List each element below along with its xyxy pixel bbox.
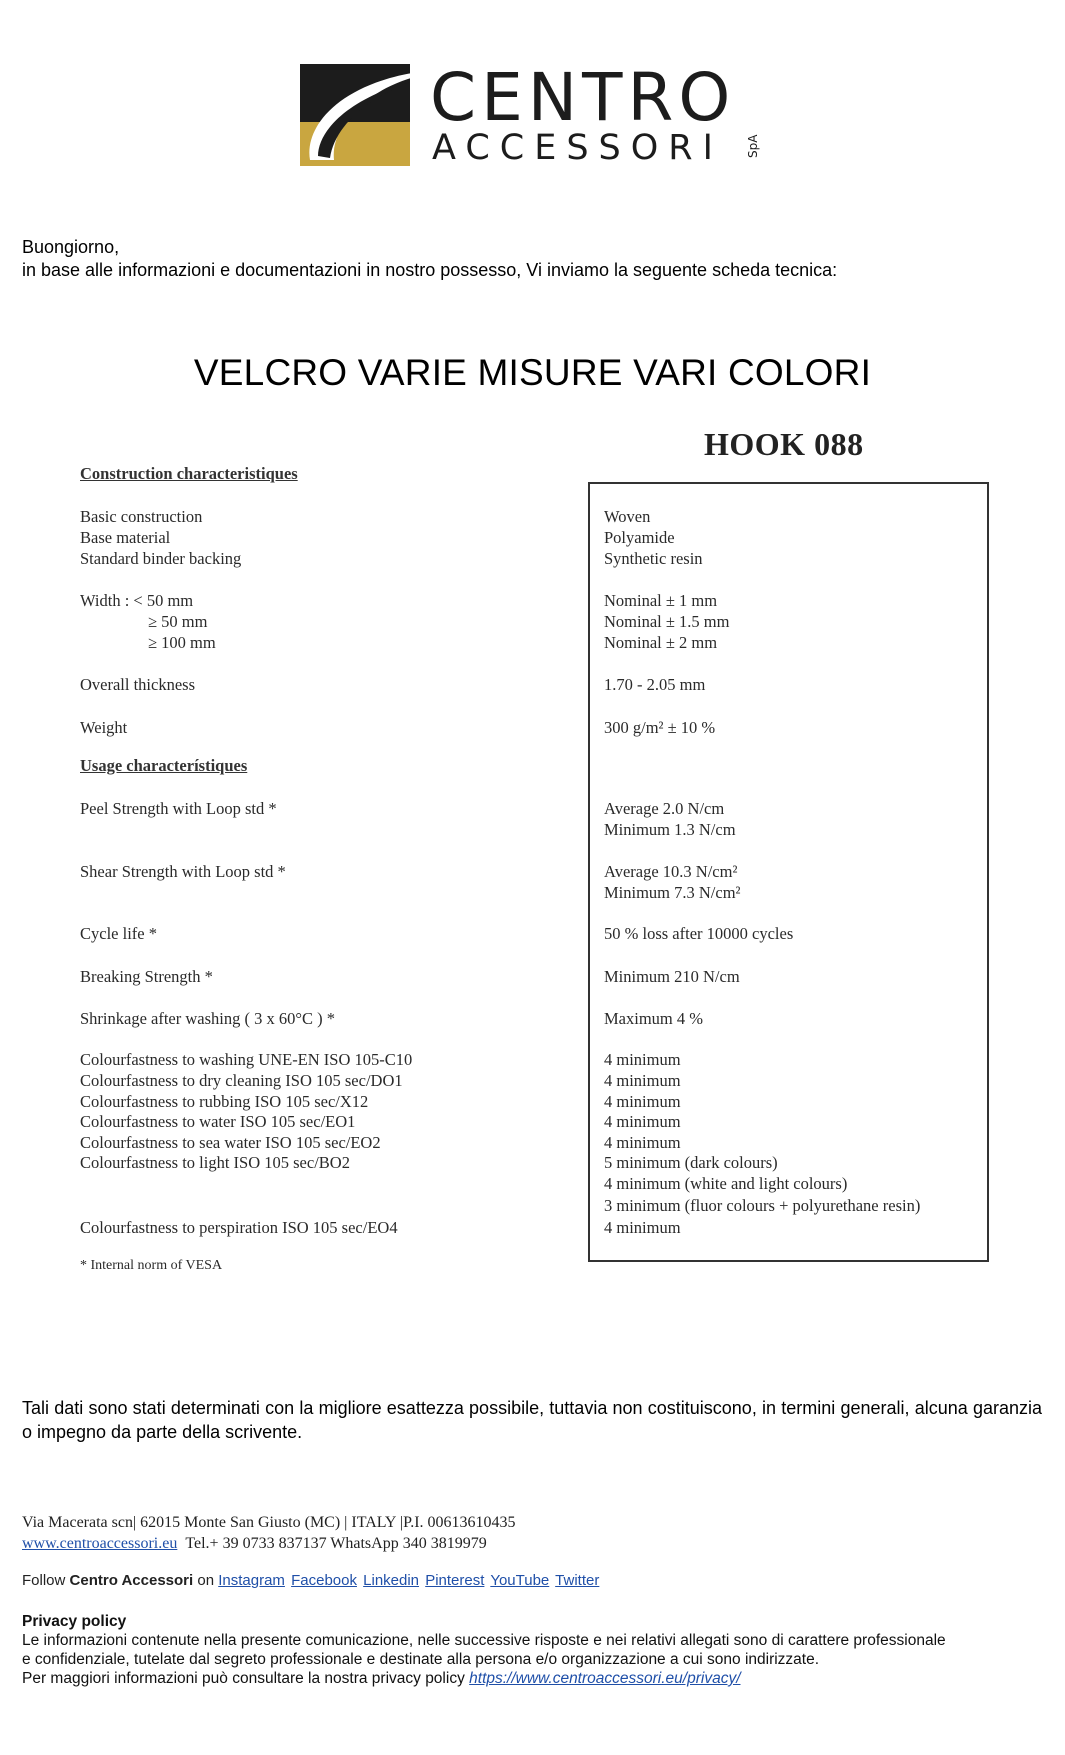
value-shear-average: Average 10.3 N/cm² [604, 862, 738, 881]
privacy-heading: Privacy policy [22, 1613, 127, 1630]
usage-heading: Usage characterístiques [80, 756, 248, 775]
value-cf-6: 5 minimum (dark colours) [604, 1153, 778, 1172]
value-width: Nominal ± 1 mm [604, 591, 718, 610]
privacy-line-3 [22, 1669, 1052, 1688]
label-width-3: ≥ 100 mm [148, 633, 216, 652]
greeting-line-2: in base alle informazioni e documentazioni in nostro possesso, Vi inviamo la seguente scheda tecnica: [22, 260, 838, 280]
label-base-material: Base material [80, 528, 171, 547]
instagram-link[interactable]: Instagram [218, 1572, 285, 1589]
label-cycle-life: Cycle life * [80, 924, 157, 943]
value-width-2: Nominal ± 1.5 mm [604, 612, 730, 631]
follow-on: on [197, 1572, 215, 1589]
value-cf-2: 4 minimum [604, 1071, 681, 1090]
disclaimer: Tali dati sono stati determinati con la migliore esattezza possibile, tuttavia non costituiscono, in termini generali, alcuna garanzia o impegno da parte della scrivente. [22, 1398, 1042, 1442]
label-binder: Standard binder backing [80, 549, 242, 568]
value-peel-minimum: Minimum 1.3 N/cm [604, 820, 736, 839]
value-cycle-life: 50 % loss after 10000 cycles [604, 924, 794, 943]
value-binder: Synthetic resin [604, 549, 703, 568]
label-width-2: ≥ 50 mm [148, 612, 208, 631]
privacy-line-2: e confidenziale, tutelate dal segreto professionale e destinate alla persona e/o organizzazione a cui sono indirizzate. [22, 1651, 820, 1668]
value-cf-8: 3 minimum (fluor colours + polyurethane resin) [604, 1196, 921, 1215]
privacy-policy [22, 1612, 1052, 1688]
value-peel-average: Average 2.0 N/cm [604, 799, 725, 818]
label-cf-perspiration: Colourfastness to perspiration ISO 105 sec/EO4 [80, 1218, 398, 1237]
logo-mark-icon [300, 64, 426, 166]
privacy-link[interactable]: https://www.centroaccessori.eu/privacy/ [469, 1670, 741, 1687]
value-shrinkage: Maximum 4 % [604, 1009, 703, 1028]
document-title: VELCRO VARIE MISURE VARI COLORI [193, 352, 872, 393]
company-logo [300, 59, 770, 172]
value-cf-7: 4 minimum (white and light colours) [604, 1174, 848, 1193]
privacy-text: Per maggiori informazioni può consultare la nostra privacy policy [22, 1670, 465, 1687]
label-peel: Peel Strength with Loop std * [80, 799, 277, 818]
label-cf-rubbing: Colourfastness to rubbing ISO 105 sec/X12 [80, 1092, 369, 1111]
linkedin-link[interactable]: Linkedin [363, 1572, 420, 1589]
value-cf-5: 4 minimum [604, 1133, 681, 1152]
label-basic-construction: Basic construction [80, 507, 203, 526]
logo-text-accessori: ACCESSORI [432, 128, 723, 168]
logo-text-spa: SpA [746, 134, 760, 158]
facebook-link[interactable]: Facebook [291, 1572, 357, 1589]
label-cf-washing: Colourfastness to washing UNE-EN ISO 105-C10 [80, 1050, 413, 1069]
label-cf-sea: Colourfastness to sea water ISO 105 sec/EO2 [80, 1133, 381, 1152]
twitter-link[interactable]: Twitter [555, 1572, 600, 1589]
value-weight: 300 g/m² ± 10 % [604, 718, 716, 737]
value-breaking: Minimum 210 N/cm [604, 967, 740, 986]
youtube-link[interactable]: YouTube [490, 1572, 550, 1589]
footnote: * Internal norm of VESA [80, 1258, 223, 1273]
label-cf-dry: Colourfastness to dry cleaning ISO 105 sec/DO1 [80, 1071, 403, 1090]
label-weight: Weight [80, 718, 128, 737]
label-shear: Shear Strength with Loop std * [80, 862, 286, 881]
greeting-line-1: Buongiorno, [22, 237, 120, 257]
company-address-block [22, 1512, 516, 1554]
website-link[interactable]: www.centroaccessori.eu [22, 1535, 178, 1552]
construction-heading: Construction characteristiques [80, 464, 298, 483]
label-thickness: Overall thickness [80, 675, 196, 694]
logo-text-centro: CENTRO [430, 59, 736, 136]
value-cf-4: 4 minimum [604, 1112, 681, 1131]
social-follow [22, 1572, 601, 1589]
product-code: HOOK 088 [704, 426, 864, 462]
value-cf-1: 4 minimum [604, 1050, 681, 1069]
value-width-3: Nominal ± 2 mm [604, 633, 718, 652]
follow-brand: Centro Accessori [69, 1572, 194, 1589]
pinterest-link[interactable]: Pinterest [425, 1572, 485, 1589]
value-cf-9: 4 minimum [604, 1218, 681, 1237]
technical-sheet [0, 420, 1065, 1300]
label-breaking: Breaking Strength * [80, 967, 213, 986]
value-basic-construction: Woven [604, 507, 651, 526]
greeting [22, 236, 837, 282]
company-address: Via Macerata scn| 62015 Monte San Giusto (MC) | ITALY |P.I. 00613610435 [22, 1514, 516, 1531]
value-thickness: 1.70 - 2.05 mm [604, 675, 706, 694]
value-cf-3: 4 minimum [604, 1092, 681, 1111]
value-shear-minimum: Minimum 7.3 N/cm² [604, 883, 741, 902]
privacy-line-1: Le informazioni contenute nella presente comunicazione, nelle successive risposte e nei relativi allegati sono di carattere professionale [22, 1632, 946, 1649]
label-cf-light: Colourfastness to light ISO 105 sec/BO2 [80, 1153, 350, 1172]
label-width: Width : < 50 mm [80, 591, 194, 610]
label-shrinkage: Shrinkage after washing ( 3 x 60°C ) * [80, 1009, 335, 1028]
phone-text: Tel.+ 39 0733 837137 WhatsApp 340 3819979 [185, 1535, 487, 1552]
label-cf-water: Colourfastness to water ISO 105 sec/EO1 [80, 1112, 356, 1131]
value-base-material: Polyamide [604, 528, 675, 547]
contact-line [22, 1533, 516, 1554]
follow-prefix: Follow [22, 1572, 66, 1589]
